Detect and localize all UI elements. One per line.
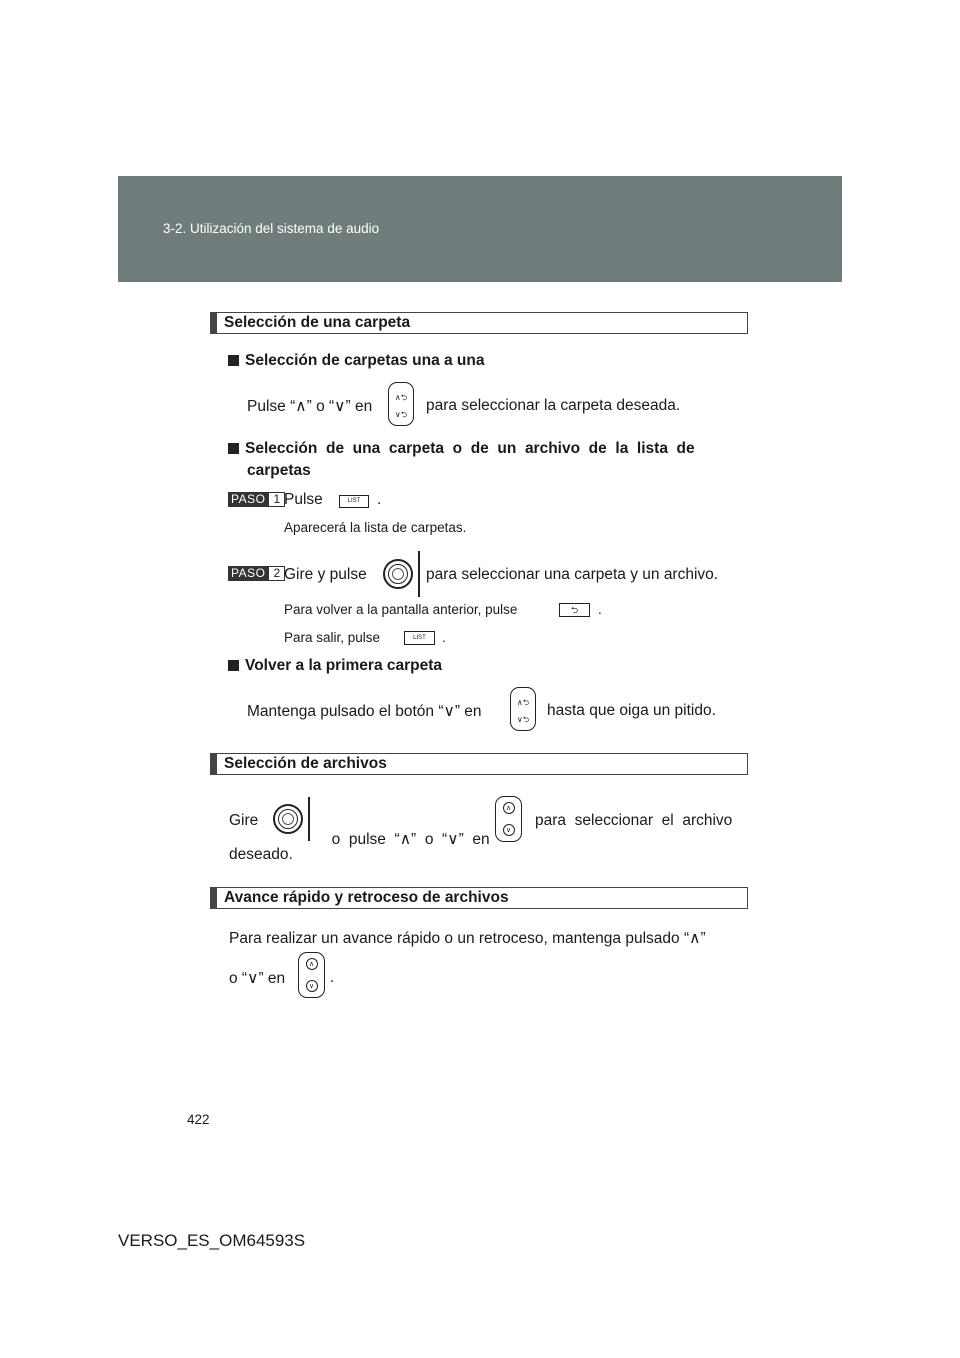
section-title: Selección de archivos [224,755,387,772]
text-part: Para realizar un avance rápido o un retroceso, mantenga pulsado “ [229,930,690,947]
text-part: ” en [345,398,373,415]
bullet-square-icon [228,355,239,366]
bullet-square-icon [228,660,239,671]
section-header-carpeta [210,312,748,334]
bullet-text: Selección de una carpeta o de un archivo de la lista de [245,440,695,457]
instruction-line-end: para seleccionar la carpeta deseada. [426,397,681,414]
text-part: ” en [258,970,286,987]
paso-2-text: Gire y pulse [284,566,367,583]
list-button-icon: LIST [404,631,435,645]
bullet-text: Selección de carpetas una a una [245,352,485,369]
text-part: o “ [229,970,248,987]
archivos-text-cont: deseado. [229,846,293,863]
down-symbol: ∨ [443,703,455,720]
seek-rocker-icon [388,382,414,426]
knob-line [308,797,310,841]
paso-1-text: Pulse [284,491,323,508]
bullet-heading [228,657,442,675]
circle-up-icon: ∧ [503,802,515,814]
page-number: 422 [187,1112,210,1127]
text-part: ” o “ [411,831,448,848]
section-title: Selección de una carpeta [224,314,411,331]
text-part: Mantenga pulsado el botón “ [247,703,444,720]
instruction-line [247,702,482,721]
down-symbol: ∨ [447,831,459,848]
seek-rocker-icon [510,687,536,731]
tune-knob-icon [273,804,303,834]
back-button-icon: ⮌ [559,603,590,617]
rocker-down-label: ∨⮌ [394,410,408,419]
avance-text [229,969,285,988]
section-title: Avance rápido y retroceso de archivos [224,889,509,906]
breadcrumb: 3-2. Utilización del sistema de audio [163,221,380,236]
paso-1-badge [228,492,285,507]
list-button-icon: LIST [339,495,369,508]
bullet-text: Volver a la primera carpeta [245,657,443,674]
section-bar [211,888,217,908]
paso-1-end: . [377,491,382,508]
instruction-line [247,397,372,416]
rocker-up-label: ∧⮌ [394,393,408,402]
instruction-line-end: hasta que oiga un pitido. [547,702,716,719]
archivos-text [323,812,490,849]
note-exit: Para salir, pulse [284,630,381,645]
note-back: Para volver a la pantalla anterior, pulse [284,602,518,617]
circle-up-icon: ∧ [306,958,318,970]
bullet-heading [228,440,695,458]
archivos-text: para seleccionar el archivo [535,812,733,829]
bullet-heading [228,352,485,370]
tune-knob-icon [383,559,413,589]
rocker-up-label: ∧⮌ [516,698,530,707]
section-bar [211,313,217,333]
document-code: VERSO_ES_OM64593S [118,1231,306,1250]
up-symbol: ∧ [399,831,412,848]
paso-label: PASO [228,566,268,581]
circle-down-icon: ∨ [503,824,515,836]
text-part: o pulse “ [331,831,400,848]
section-bar [211,754,217,774]
knob-line [418,551,420,597]
rocker-down-label: ∨⮌ [516,715,530,724]
down-symbol: ∨ [247,970,259,987]
up-down-buttons-icon [495,796,522,842]
up-symbol: ∧ [689,930,701,947]
paso-2-badge [228,566,285,581]
text-part: ” o “ [306,398,335,415]
text-part: ” en [454,703,482,720]
circle-down-icon: ∨ [306,980,318,992]
paso-2-end: para seleccionar una carpeta y un archivo. [426,566,719,583]
avance-text-end: . [330,969,335,986]
section-header-avance [210,887,748,909]
archivos-text: Gire [229,812,259,829]
text-part: ” [700,930,706,947]
up-symbol: ∧ [295,398,307,415]
text-part: Pulse “ [247,398,296,415]
paso-label: PASO [228,492,268,507]
bullet-square-icon [228,443,239,454]
bullet-text-cont: carpetas [247,462,311,479]
text-part: ” en [458,831,490,848]
avance-text [229,929,706,948]
paso-number: 2 [268,566,285,581]
note-exit-end: . [442,630,446,645]
section-header-archivos [210,753,748,775]
down-symbol: ∨ [334,398,346,415]
note-back-end: . [598,602,602,617]
up-down-buttons-icon [298,952,325,998]
paso-1-note: Aparecerá la lista de carpetas. [284,520,467,535]
paso-number: 1 [268,492,285,507]
